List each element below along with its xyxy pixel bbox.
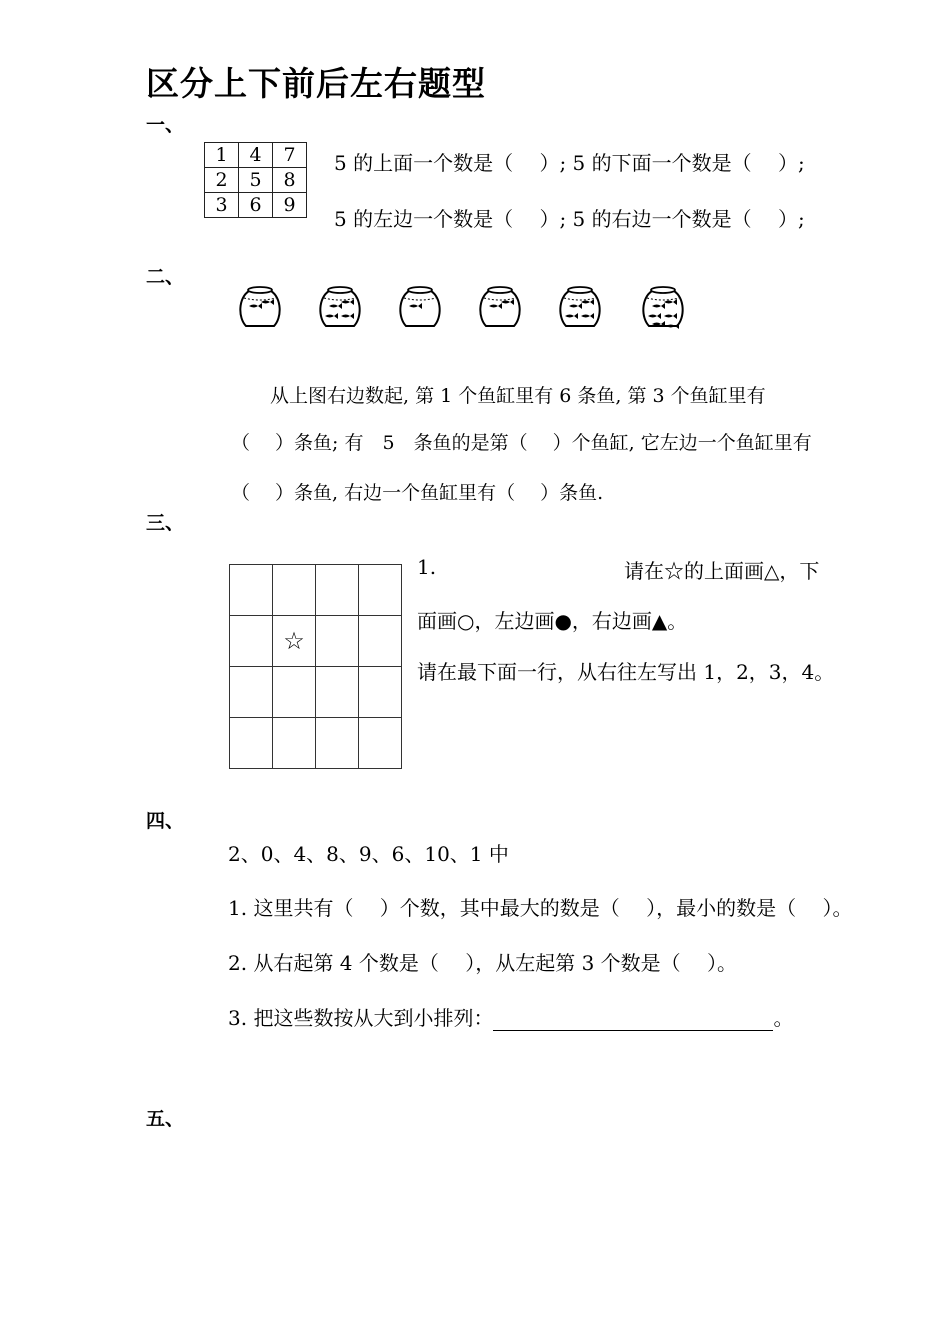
- star-grid: [229, 564, 402, 769]
- q3-line3: 请在最下面一行，从右往左写出 1，2，3，4。: [417, 660, 835, 684]
- grid-cell[interactable]: [273, 565, 316, 616]
- grid-row: [230, 667, 402, 718]
- section-2-label: 二、: [146, 266, 185, 288]
- grid-row: [205, 143, 307, 168]
- grid-cell: 8: [273, 168, 307, 193]
- fish-bowl-icon: [556, 282, 604, 332]
- answer-blank-line[interactable]: [493, 1010, 773, 1031]
- fish-bowl-icon: [236, 282, 284, 332]
- q2-line1: 从上图右边数起, 第 1 个鱼缸里有 6 条鱼, 第 3 个鱼缸里有: [270, 385, 766, 407]
- grid-cell[interactable]: [316, 667, 359, 718]
- grid-cell: 9: [273, 193, 307, 218]
- q4-item1: 1. 这里共有（ ）个数，其中最大的数是（ ），最小的数是（ ）。: [228, 896, 853, 920]
- grid-cell[interactable]: [230, 616, 273, 667]
- fish-bowl-icon: [396, 282, 444, 332]
- page-title: 区分上下前后左右题型: [146, 64, 486, 103]
- star-cell[interactable]: [273, 616, 316, 667]
- fish-bowl-icon: [476, 282, 524, 332]
- grid-cell: 2: [205, 168, 239, 193]
- number-grid: [204, 142, 307, 218]
- grid-cell[interactable]: [359, 667, 402, 718]
- q1-line1: 5 的上面一个数是（ ）; 5 的下面一个数是（ ）;: [334, 151, 805, 175]
- section-3-label: 三、: [146, 512, 185, 534]
- section-4-label: 四、: [146, 810, 185, 832]
- q3-line1-number: 1.: [417, 555, 437, 579]
- star-icon: ☆: [283, 627, 305, 655]
- q4-item3: [228, 1002, 793, 1031]
- q2-line2: （ ）条鱼; 有 5 条鱼的是第（ ）个鱼缸, 它左边一个鱼缸里有: [231, 432, 812, 454]
- fish-bowl-icon: [316, 282, 364, 332]
- grid-cell[interactable]: [359, 565, 402, 616]
- grid-cell[interactable]: [316, 565, 359, 616]
- grid-cell: 4: [239, 143, 273, 168]
- q1-line2: 5 的左边一个数是（ ）; 5 的右边一个数是（ ）;: [334, 207, 805, 231]
- grid-row: [230, 718, 402, 769]
- section-5-label: 五、: [146, 1108, 185, 1130]
- grid-cell: 1: [205, 143, 239, 168]
- q3-line1-text: 请在☆的上面画△，下: [624, 559, 820, 583]
- grid-cell[interactable]: [359, 718, 402, 769]
- q3-line2: 面画○，左边画●，右边画▲。: [417, 609, 688, 633]
- grid-row: [205, 168, 307, 193]
- fish-bowls-row: [236, 282, 696, 338]
- q4-numbers: 2、0、4、8、9、6、10、1 中: [228, 842, 509, 866]
- grid-cell: 3: [205, 193, 239, 218]
- grid-cell[interactable]: [316, 616, 359, 667]
- grid-row: [230, 616, 402, 667]
- grid-cell[interactable]: [316, 718, 359, 769]
- grid-cell[interactable]: [230, 565, 273, 616]
- grid-cell[interactable]: [359, 616, 402, 667]
- grid-cell[interactable]: [273, 667, 316, 718]
- q2-line3: （ ）条鱼, 右边一个鱼缸里有（ ）条鱼.: [231, 482, 604, 504]
- grid-cell: 6: [239, 193, 273, 218]
- grid-cell[interactable]: [230, 667, 273, 718]
- q4-item2: 2. 从右起第 4 个数是（ ），从左起第 3 个数是（ ）。: [228, 951, 738, 975]
- grid-cell: 7: [273, 143, 307, 168]
- grid-cell[interactable]: [273, 718, 316, 769]
- q4-item3-text: 3. 把这些数按从大到小排列：: [228, 1006, 494, 1030]
- fish-bowl-icon: [639, 282, 687, 332]
- grid-row: [205, 193, 307, 218]
- q4-item3-end: 。: [773, 1006, 794, 1030]
- grid-cell: 5: [239, 168, 273, 193]
- grid-cell[interactable]: [230, 718, 273, 769]
- section-1-label: 一、: [146, 114, 185, 136]
- grid-row: [230, 565, 402, 616]
